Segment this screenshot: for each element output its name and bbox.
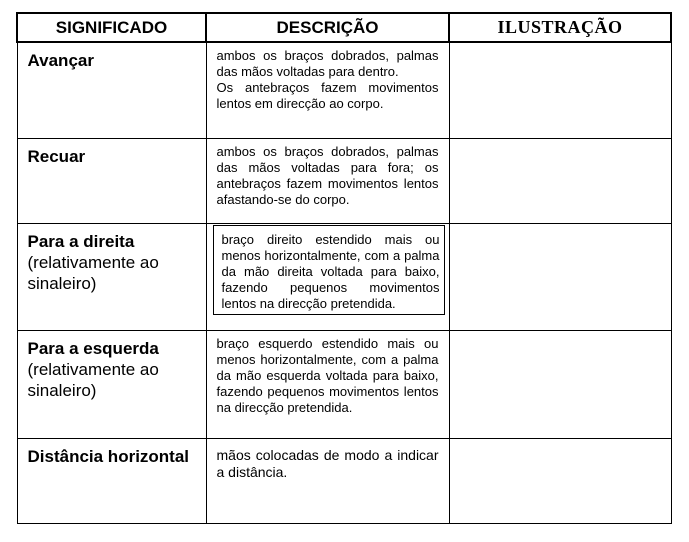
table-row [17,223,671,330]
meaning-sublabel: (relativamente ao sinaleiro) [27,252,159,293]
meaning-cell [17,438,206,523]
description-extra: Os antebraços fazem movimentos lentos em direcção ao corpo. [216,80,439,111]
description-cell [206,223,449,330]
table-row [17,438,671,523]
meaning-label: Para a esquerda [27,338,159,358]
header-illustration: ILUSTRAÇÃO [449,13,671,42]
description-text [217,48,439,112]
illustration-cell [449,138,671,223]
meaning-cell [17,223,206,330]
meaning-cell [17,42,206,138]
description-cell [206,438,449,523]
illustration-cell [449,330,671,438]
description-text: mãos colocadas de modo a indicar a distância. [216,446,439,480]
illustration-cell [449,223,671,330]
description-text: braço esquerdo estendido mais ou menos horizontalmente, com a palma da mão esquerda voltada para baixo, fazendo pequenos movimentos lentos na direcção pretendida. [216,335,439,415]
description-text: ambos os braços dobrados, palmas das mãos voltadas para fora; os antebraços fazem movimentos lentos afastando-se do corpo. [216,143,439,207]
meaning-label: Distância horizontal [27,446,190,466]
meaning-cell [17,138,206,223]
meaning-label: Recuar [27,146,86,166]
header-meaning: SIGNIFICADO [17,13,206,42]
description-cell [206,330,449,438]
table-row [17,42,671,138]
meaning-sublabel: (relativamente ao sinaleiro) [27,359,159,400]
illustration-cell [449,438,671,523]
meaning-label: Avançar [27,51,94,70]
table-header [17,13,671,42]
table-body [17,42,671,523]
table-row [17,330,671,438]
description-text: braço direito estendido mais ou menos horizontalmente, com a palma da mão direita voltada para baixo, fazendo pequenos movimentos lentos na direcção pretendida. [213,225,445,315]
description-main: ambos os braços dobrados, palmas das mãos voltadas para dentro. [216,48,439,79]
description-cell [206,42,449,138]
illustration-cell [449,42,671,138]
header-description: DESCRIÇÃO [206,13,449,42]
description-cell [206,138,449,223]
meaning-cell [17,330,206,438]
signals-table [16,12,672,524]
header-row [17,13,671,42]
meaning-label: Para a direita [27,231,135,251]
table-row [17,138,671,223]
